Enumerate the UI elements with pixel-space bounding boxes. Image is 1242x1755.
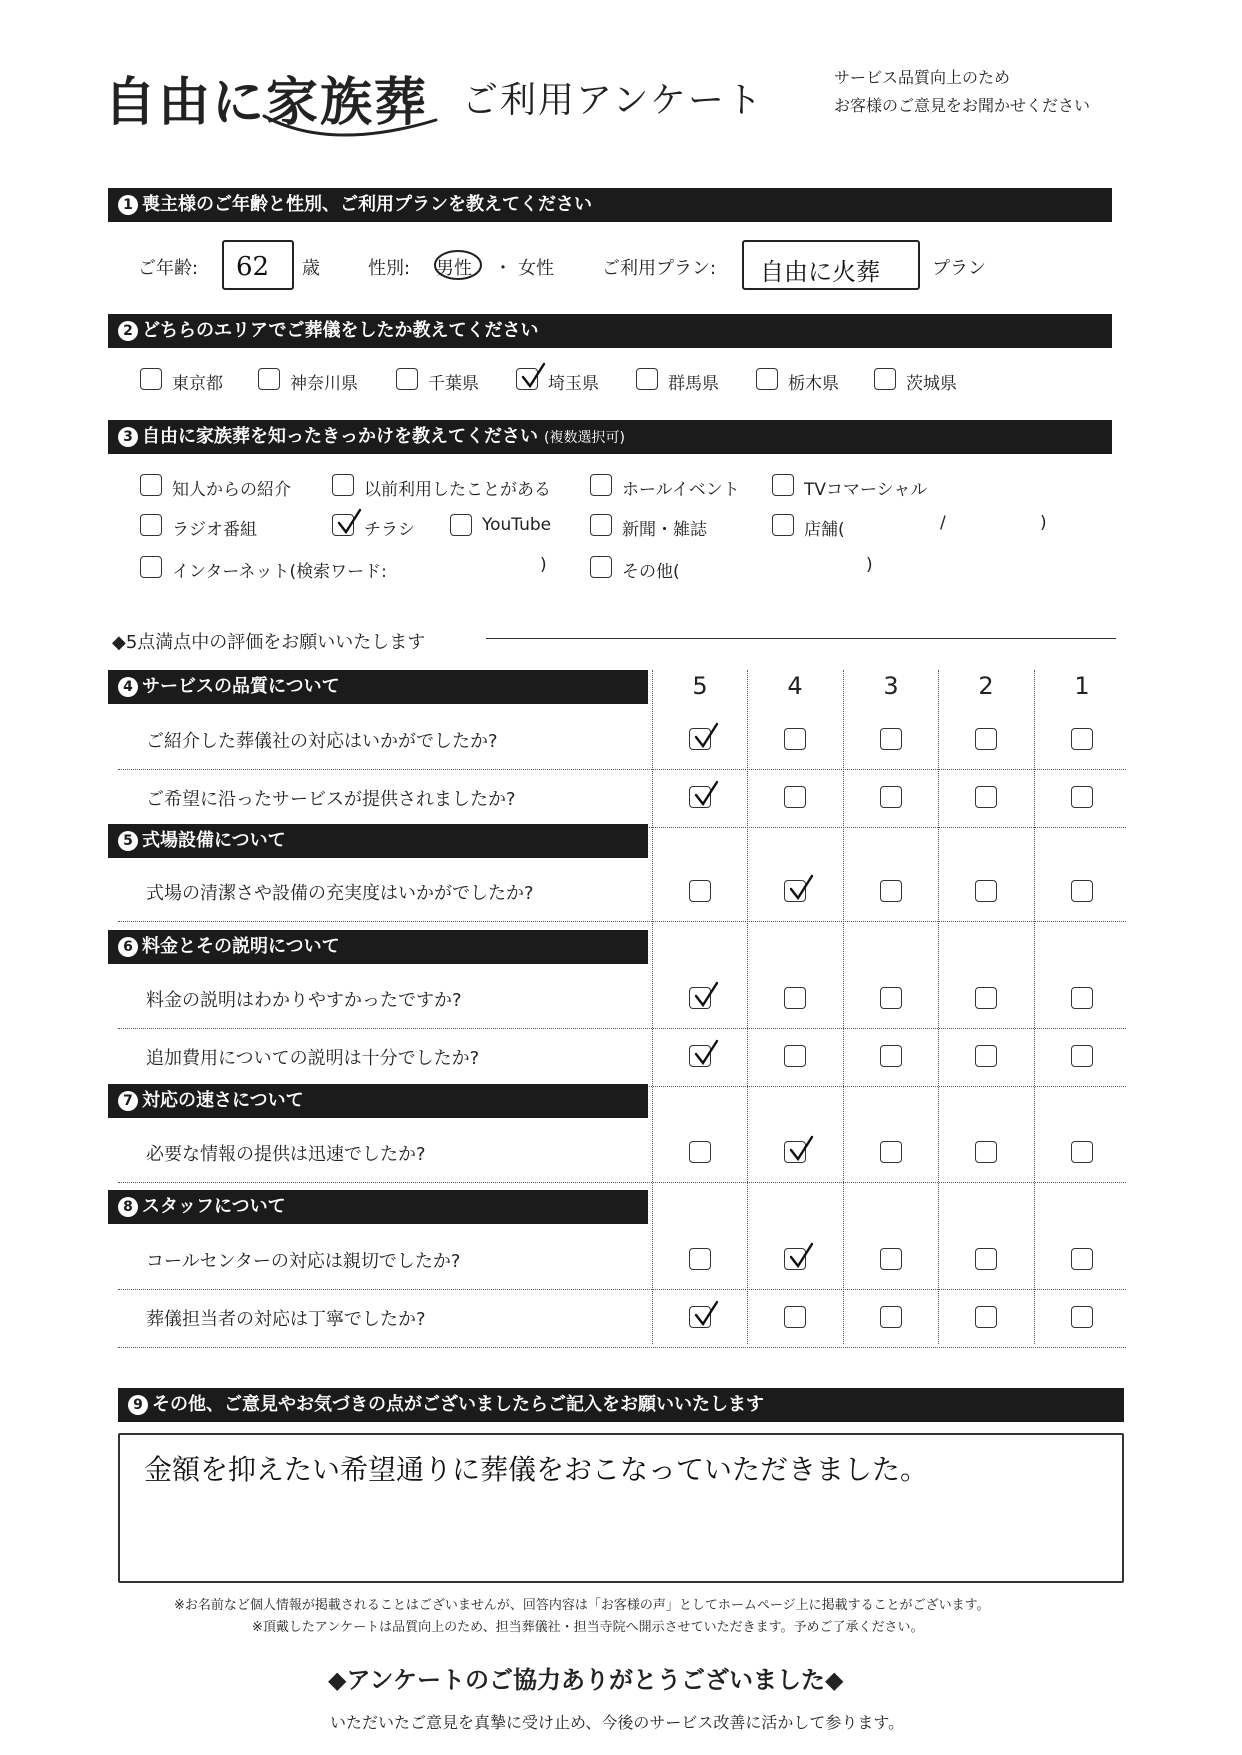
rating-question: 必要な情報の提供は迅速でしたか? — [146, 1144, 426, 1165]
logo: 自由に家族葬 — [104, 73, 429, 133]
source-option-label: ラジオ番組 — [172, 520, 257, 540]
source-option-checkbox[interactable] — [140, 474, 162, 496]
rating-check-mark — [786, 874, 816, 904]
logo-swoosh — [260, 112, 440, 146]
section-number: 7 — [118, 1091, 138, 1111]
rating-check-mark — [691, 1300, 721, 1330]
source-option-checkbox[interactable] — [450, 514, 472, 536]
row-divider — [118, 921, 1126, 922]
area-option-checkbox[interactable] — [636, 368, 658, 390]
rating-checkbox-1[interactable] — [1071, 987, 1093, 1009]
area-option-label: 東京都 — [172, 374, 223, 394]
source-option-label: 知人からの紹介 — [172, 480, 291, 500]
rating-checkbox-3[interactable] — [880, 1045, 902, 1067]
section-title: 式場設備について — [142, 830, 286, 851]
rating-checkbox-1[interactable] — [1071, 1141, 1093, 1163]
section-number: 3 — [118, 427, 138, 447]
rating-checkbox-4[interactable] — [784, 1306, 806, 1328]
row-divider — [118, 1289, 1126, 1290]
rating-checkbox-2[interactable] — [975, 786, 997, 808]
store-slash: / — [940, 513, 946, 533]
source-option-label: その他( — [622, 562, 680, 582]
rating-intro-rule — [486, 638, 1116, 639]
rating-checkbox-3[interactable] — [880, 880, 902, 902]
rating-checkbox-3[interactable] — [880, 1248, 902, 1270]
area-option-checkbox[interactable] — [258, 368, 280, 390]
comment-text: 金額を抑えたい希望通りに葬儀をおこなっていただきました。 — [144, 1453, 929, 1486]
rating-checkbox-4[interactable] — [784, 786, 806, 808]
section-bar-q3 — [108, 420, 1112, 454]
source-option-checkbox[interactable] — [590, 514, 612, 536]
gender-female[interactable]: 女性 — [518, 258, 554, 279]
section-bar-q1 — [108, 188, 1112, 222]
row-divider — [118, 1347, 1126, 1348]
other-close-paren: ) — [866, 555, 873, 575]
footer-note-1: ※お名前など個人情報が掲載されることはございませんが、回答内容は「お客様の声」としてホームページ上に掲載することがございます。 — [174, 1598, 990, 1613]
rating-scale-5: 5 — [692, 672, 708, 700]
plan-label: ご利用プラン: — [602, 258, 717, 279]
rating-question: コールセンターの対応は親切でしたか? — [146, 1251, 461, 1272]
gender-male[interactable]: 男性 — [436, 258, 472, 279]
plan-suffix: プラン — [932, 258, 986, 279]
footer-note-2: ※頂戴したアンケートは品質向上のため、担当葬儀社・担当寺院へ開示させていただきます。予めご了承ください。 — [252, 1620, 924, 1635]
rating-checkbox-2[interactable] — [975, 1141, 997, 1163]
source-option-label: インターネット(検索ワード: — [172, 562, 387, 582]
rating-checkbox-4[interactable] — [784, 1045, 806, 1067]
section-number: 1 — [118, 195, 138, 215]
gender-selected-circle — [432, 248, 484, 282]
area-option-label: 埼玉県 — [548, 374, 599, 394]
rating-check-mark — [691, 780, 721, 810]
rating-checkbox-3[interactable] — [880, 728, 902, 750]
area-option-label: 千葉県 — [428, 374, 479, 394]
section-title: スタッフについて — [142, 1196, 286, 1217]
area-option-label: 神奈川県 — [290, 374, 358, 394]
rating-intro: ◆5点満点中の評価をお願いいたします — [112, 632, 426, 653]
rating-column-divider — [1034, 670, 1035, 1344]
source-option-label: ホールイベント — [622, 480, 740, 500]
section-number: 2 — [118, 321, 138, 341]
rating-checkbox-2[interactable] — [975, 728, 997, 750]
closing-message: いただいたご意見を真摯に受け止め、今後のサービス改善に活かして参ります。 — [330, 1713, 905, 1732]
rating-column-divider — [843, 670, 844, 1344]
section-bar-q7 — [108, 1084, 648, 1118]
source-option-label: 以前利用したことがある — [364, 480, 551, 500]
rating-checkbox-3[interactable] — [880, 1141, 902, 1163]
section-number: 5 — [118, 831, 138, 851]
area-option-checkbox[interactable] — [756, 368, 778, 390]
rating-check-mark — [691, 722, 721, 752]
rating-question: ご希望に沿ったサービスが提供されましたか? — [146, 789, 516, 810]
thanks-message: ◆アンケートのご協力ありがとうございました◆ — [328, 1666, 844, 1694]
section-bar-q2 — [108, 314, 1112, 348]
rating-check-mark — [691, 1039, 721, 1069]
rating-checkbox-1[interactable] — [1071, 880, 1093, 902]
area-option-check-mark — [518, 362, 548, 392]
area-option-label: 茨城県 — [906, 374, 957, 394]
rating-checkbox-5[interactable] — [689, 1141, 711, 1163]
section-title: サービスの品質について — [142, 676, 340, 697]
section-bar-q8 — [108, 1190, 648, 1224]
source-option-checkbox[interactable] — [332, 474, 354, 496]
rating-checkbox-4[interactable] — [784, 728, 806, 750]
gender-label: 性別: — [368, 258, 411, 279]
section-number: 9 — [128, 1395, 148, 1415]
area-option-checkbox[interactable] — [396, 368, 418, 390]
section-subtitle: (複数選択可) — [544, 430, 625, 446]
rating-checkbox-2[interactable] — [975, 880, 997, 902]
section-title: 料金とその説明について — [142, 936, 340, 957]
age-label: ご年齢: — [138, 258, 199, 279]
area-option-checkbox[interactable] — [140, 368, 162, 390]
section-number: 4 — [118, 677, 138, 697]
section-bar-q5 — [108, 824, 648, 858]
rating-checkbox-2[interactable] — [975, 1306, 997, 1328]
section-title: 対応の速さについて — [142, 1090, 304, 1111]
source-option-checkbox[interactable] — [772, 514, 794, 536]
rating-checkbox-3[interactable] — [880, 786, 902, 808]
section-title: 喪主様のご年齢と性別、ご利用プランを教えてください — [142, 194, 592, 215]
rating-checkbox-3[interactable] — [880, 987, 902, 1009]
rating-scale-1: 1 — [1074, 672, 1090, 700]
source-option-label: 店舗( — [804, 520, 845, 540]
tagline-line-1: サービス品質向上のため — [834, 68, 1011, 87]
row-divider — [118, 1182, 1126, 1183]
rating-question: 追加費用についての説明は十分でしたか? — [146, 1048, 480, 1069]
age-unit: 歳 — [302, 258, 320, 279]
source-option-checkbox[interactable] — [140, 556, 162, 578]
rating-checkbox-5[interactable] — [689, 1248, 711, 1270]
rating-scale-2: 2 — [978, 672, 994, 700]
rating-checkbox-2[interactable] — [975, 987, 997, 1009]
rating-checkbox-1[interactable] — [1071, 1248, 1093, 1270]
area-option-label: 群馬県 — [668, 374, 719, 394]
section-title: 自由に家族葬を知ったきっかけを教えてください — [142, 426, 538, 447]
store-close-paren: ) — [1040, 513, 1047, 533]
source-option-checkbox[interactable] — [590, 556, 612, 578]
rating-checkbox-1[interactable] — [1071, 786, 1093, 808]
row-divider — [118, 1028, 1126, 1029]
rating-checkbox-2[interactable] — [975, 1248, 997, 1270]
section-bar-q4 — [108, 670, 648, 704]
section-bar-q9 — [118, 1388, 1124, 1422]
rating-checkbox-4[interactable] — [784, 987, 806, 1009]
section-number: 6 — [118, 937, 138, 957]
gender-separator: ・ — [494, 258, 512, 279]
section-number: 8 — [118, 1197, 138, 1217]
rating-question: 葬儀担当者の対応は丁寧でしたか? — [146, 1309, 426, 1330]
area-option-checkbox[interactable] — [874, 368, 896, 390]
source-option-label: TVコマーシャル — [804, 480, 928, 500]
source-option-label: 新聞・雑誌 — [622, 520, 707, 540]
source-option-label: チラシ — [364, 520, 415, 540]
source-option-checkbox[interactable] — [772, 474, 794, 496]
rating-check-mark — [786, 1242, 816, 1272]
source-option-checkbox[interactable] — [590, 474, 612, 496]
rating-check-mark — [786, 1135, 816, 1165]
rating-checkbox-5[interactable] — [689, 880, 711, 902]
section-bar-q6 — [108, 930, 648, 964]
section-title: どちらのエリアでご葬儀をしたか教えてください — [142, 320, 539, 341]
rating-scale-3: 3 — [883, 672, 899, 700]
source-option-checkbox[interactable] — [140, 514, 162, 536]
rating-question: 料金の説明はわかりやすかったですか? — [146, 990, 462, 1011]
row-divider — [118, 769, 1126, 770]
plan-value: 自由に火葬 — [760, 258, 880, 286]
tagline — [834, 64, 1090, 120]
section-title: その他、ご意見やお気づきの点がございましたらご記入をお願いいたします — [152, 1394, 764, 1415]
page-title: ご利用アンケート — [462, 80, 764, 121]
area-option-label: 栃木県 — [788, 374, 839, 394]
rating-checkbox-1[interactable] — [1071, 1306, 1093, 1328]
rating-question: ご紹介した葬儀社の対応はいかがでしたか? — [146, 731, 498, 752]
source-option-label: YouTube — [482, 515, 552, 535]
rating-checkbox-1[interactable] — [1071, 1045, 1093, 1067]
tagline-line-2: お客様のご意見をお聞かせください — [834, 96, 1091, 115]
rating-column-divider — [938, 670, 939, 1344]
rating-checkbox-2[interactable] — [975, 1045, 997, 1067]
rating-scale-4: 4 — [787, 672, 803, 700]
age-value: 62 — [236, 252, 270, 282]
rating-checkbox-1[interactable] — [1071, 728, 1093, 750]
internet-close-paren: ) — [540, 555, 547, 575]
rating-column-divider — [652, 670, 653, 1344]
rating-column-divider — [747, 670, 748, 1344]
source-option-check-mark — [334, 508, 364, 538]
rating-checkbox-3[interactable] — [880, 1306, 902, 1328]
rating-question: 式場の清潔さや設備の充実度はいかがでしたか? — [146, 883, 534, 904]
rating-check-mark — [691, 981, 721, 1011]
